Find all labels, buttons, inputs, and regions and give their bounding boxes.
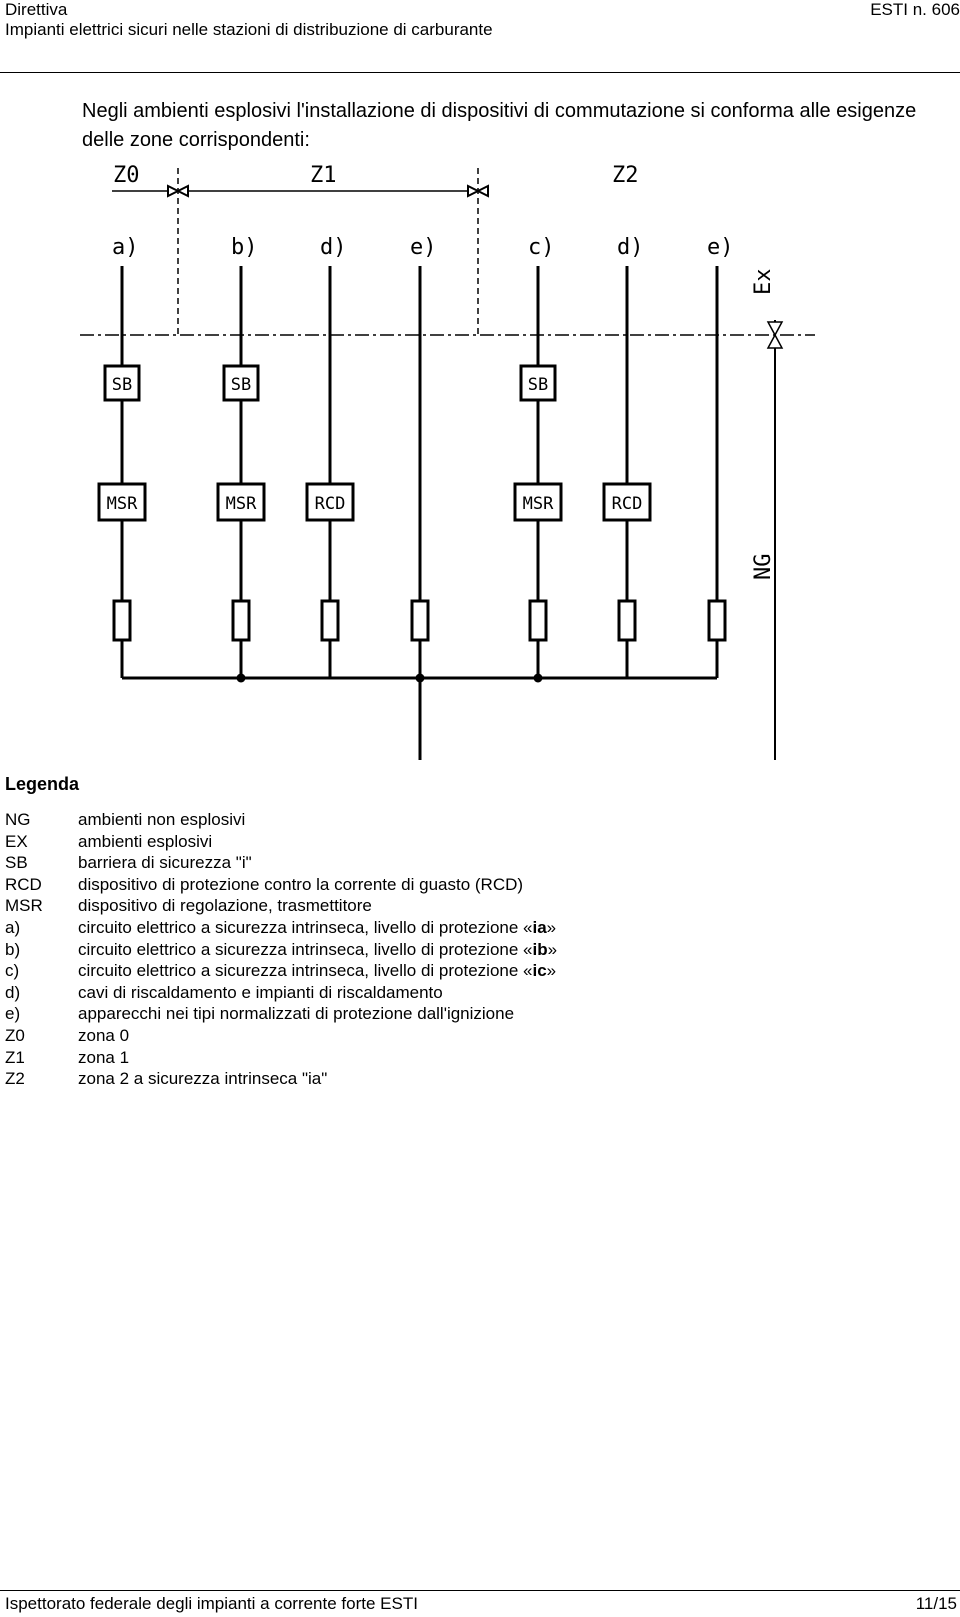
fuse (709, 601, 725, 640)
protection-level-code: ib (532, 939, 548, 959)
legend-row (5, 809, 557, 831)
zone-label-z2: Z2 (612, 163, 639, 188)
legend-desc-text: zona 1 (78, 1047, 130, 1067)
legend-row (5, 1068, 557, 1090)
legend-desc-text: cavi di riscaldamento e impianti di riscaldamento (78, 982, 443, 1002)
legend-desc-text: dispositivo di regolazione, trasmettitore (78, 896, 372, 916)
legend-row (5, 939, 557, 961)
legend-row (5, 852, 557, 874)
legend-desc-text: circuito elettrico a sicurezza intrinseca, livello di protezione « (78, 939, 533, 959)
legend-abbr: Z0 (5, 1025, 25, 1045)
legend-abbr: RCD (5, 874, 42, 894)
legend-abbr: NG (5, 810, 31, 829)
legend-abbr: d) (5, 982, 21, 1002)
legend-desc (78, 1047, 129, 1069)
legend-row (5, 831, 557, 853)
fuse (233, 601, 249, 640)
legend-desc-text: barriera di sicurezza "i" (78, 853, 252, 873)
legend-abbr: MSR (5, 896, 43, 916)
legend-row (5, 982, 557, 1004)
legend-abbr: e) (5, 1004, 21, 1024)
msr-label: MSR (225, 494, 257, 514)
legend-row (5, 1003, 557, 1025)
legend-desc (78, 874, 523, 896)
legend-desc (78, 895, 372, 917)
circuit-label: d) (617, 235, 644, 260)
circuit-label: c) (528, 235, 555, 260)
legend-desc (78, 917, 556, 939)
sb-label: SB (111, 375, 133, 395)
legend-desc-text: ambienti non esplosivi (78, 810, 246, 829)
legend-desc-tail: » (546, 917, 557, 937)
circuit-label: d) (320, 235, 347, 260)
circuit-label: a) (112, 235, 139, 260)
circuit-label: e) (410, 235, 437, 260)
legend-title: Legenda (5, 774, 80, 794)
header-divider (0, 72, 960, 73)
legend-abbr: SB (5, 853, 28, 873)
fuse (530, 601, 546, 640)
sb-label: SB (527, 375, 549, 395)
legend-desc-tail: » (547, 939, 558, 959)
legend-desc (78, 982, 443, 1004)
msr-label: MSR (106, 494, 138, 514)
header-title: Impianti elettrici sicuri nelle stazioni di distribuzione di carburante (5, 20, 493, 39)
intro-paragraph: Negli ambienti esplosivi l'installazione di dispositivi di commutazione si conforma alle esigenze delle zone corrispondenti: (82, 100, 917, 151)
footer-organization: Ispettorato federale degli impianti a corrente forte ESTI (5, 1594, 418, 1613)
sb-label: SB (230, 375, 252, 395)
legend-desc-text: apparecchi nei tipi normalizzati di protezione dall'ignizione (78, 1004, 515, 1024)
legend-desc (78, 809, 245, 831)
legend-row (5, 917, 557, 939)
msr-label: MSR (522, 494, 554, 514)
legend-list (5, 809, 557, 1090)
legend-desc (78, 1025, 129, 1047)
legend-desc (78, 939, 557, 961)
legend-abbr: b) (5, 939, 21, 959)
area-label-ng: NG (751, 553, 776, 580)
legend-abbr: c) (5, 961, 20, 981)
legend-abbr: Z1 (5, 1047, 25, 1067)
legend-desc (78, 1003, 514, 1025)
legend-desc-tail: » (546, 961, 557, 981)
circuit-label: b) (231, 235, 258, 260)
legend-desc-text: zona 0 (78, 1025, 130, 1045)
legend-desc-text: dispositivo di protezione contro la corrente di guasto (RCD) (78, 874, 524, 894)
legend-abbr: EX (5, 831, 28, 851)
legend-desc (78, 852, 252, 874)
protection-level-code: ic (532, 961, 547, 981)
header-doc-type: Direttiva (5, 0, 68, 19)
legend-abbr: Z2 (5, 1069, 25, 1089)
header-doc-number: ESTI n. 606 (870, 0, 960, 19)
fuse (619, 601, 635, 640)
footer-divider (0, 1590, 960, 1591)
footer-page-number: 11/15 (915, 1594, 957, 1613)
zone-label-z1: Z1 (310, 163, 337, 188)
legend-abbr: a) (5, 917, 21, 937)
area-label-ex: Ex (751, 268, 776, 295)
legend-desc (78, 960, 556, 982)
legend-row (5, 895, 557, 917)
rcd-label: RCD (314, 494, 346, 514)
legend-row (5, 1025, 557, 1047)
legend-row (5, 874, 557, 896)
zone-label-z0: Z0 (113, 163, 140, 188)
fuse (322, 601, 338, 640)
fuse (114, 601, 130, 640)
legend-desc-text: circuito elettrico a sicurezza intrinseca, livello di protezione « (78, 961, 533, 981)
rcd-label: RCD (611, 494, 643, 514)
fuse (412, 601, 428, 640)
legend-row (5, 960, 557, 982)
protection-level-code: ia (532, 917, 547, 937)
legend-desc (78, 831, 212, 853)
legend-desc-text: ambienti esplosivi (78, 831, 213, 851)
switching-devices-diagram (0, 160, 960, 760)
legend-desc (78, 1068, 327, 1090)
legend-desc-text: zona 2 a sicurezza intrinseca "ia" (78, 1069, 328, 1089)
circuit-label: e) (707, 235, 734, 260)
legend-row (5, 1047, 557, 1069)
legend-desc-text: circuito elettrico a sicurezza intrinseca, livello di protezione « (78, 917, 533, 937)
